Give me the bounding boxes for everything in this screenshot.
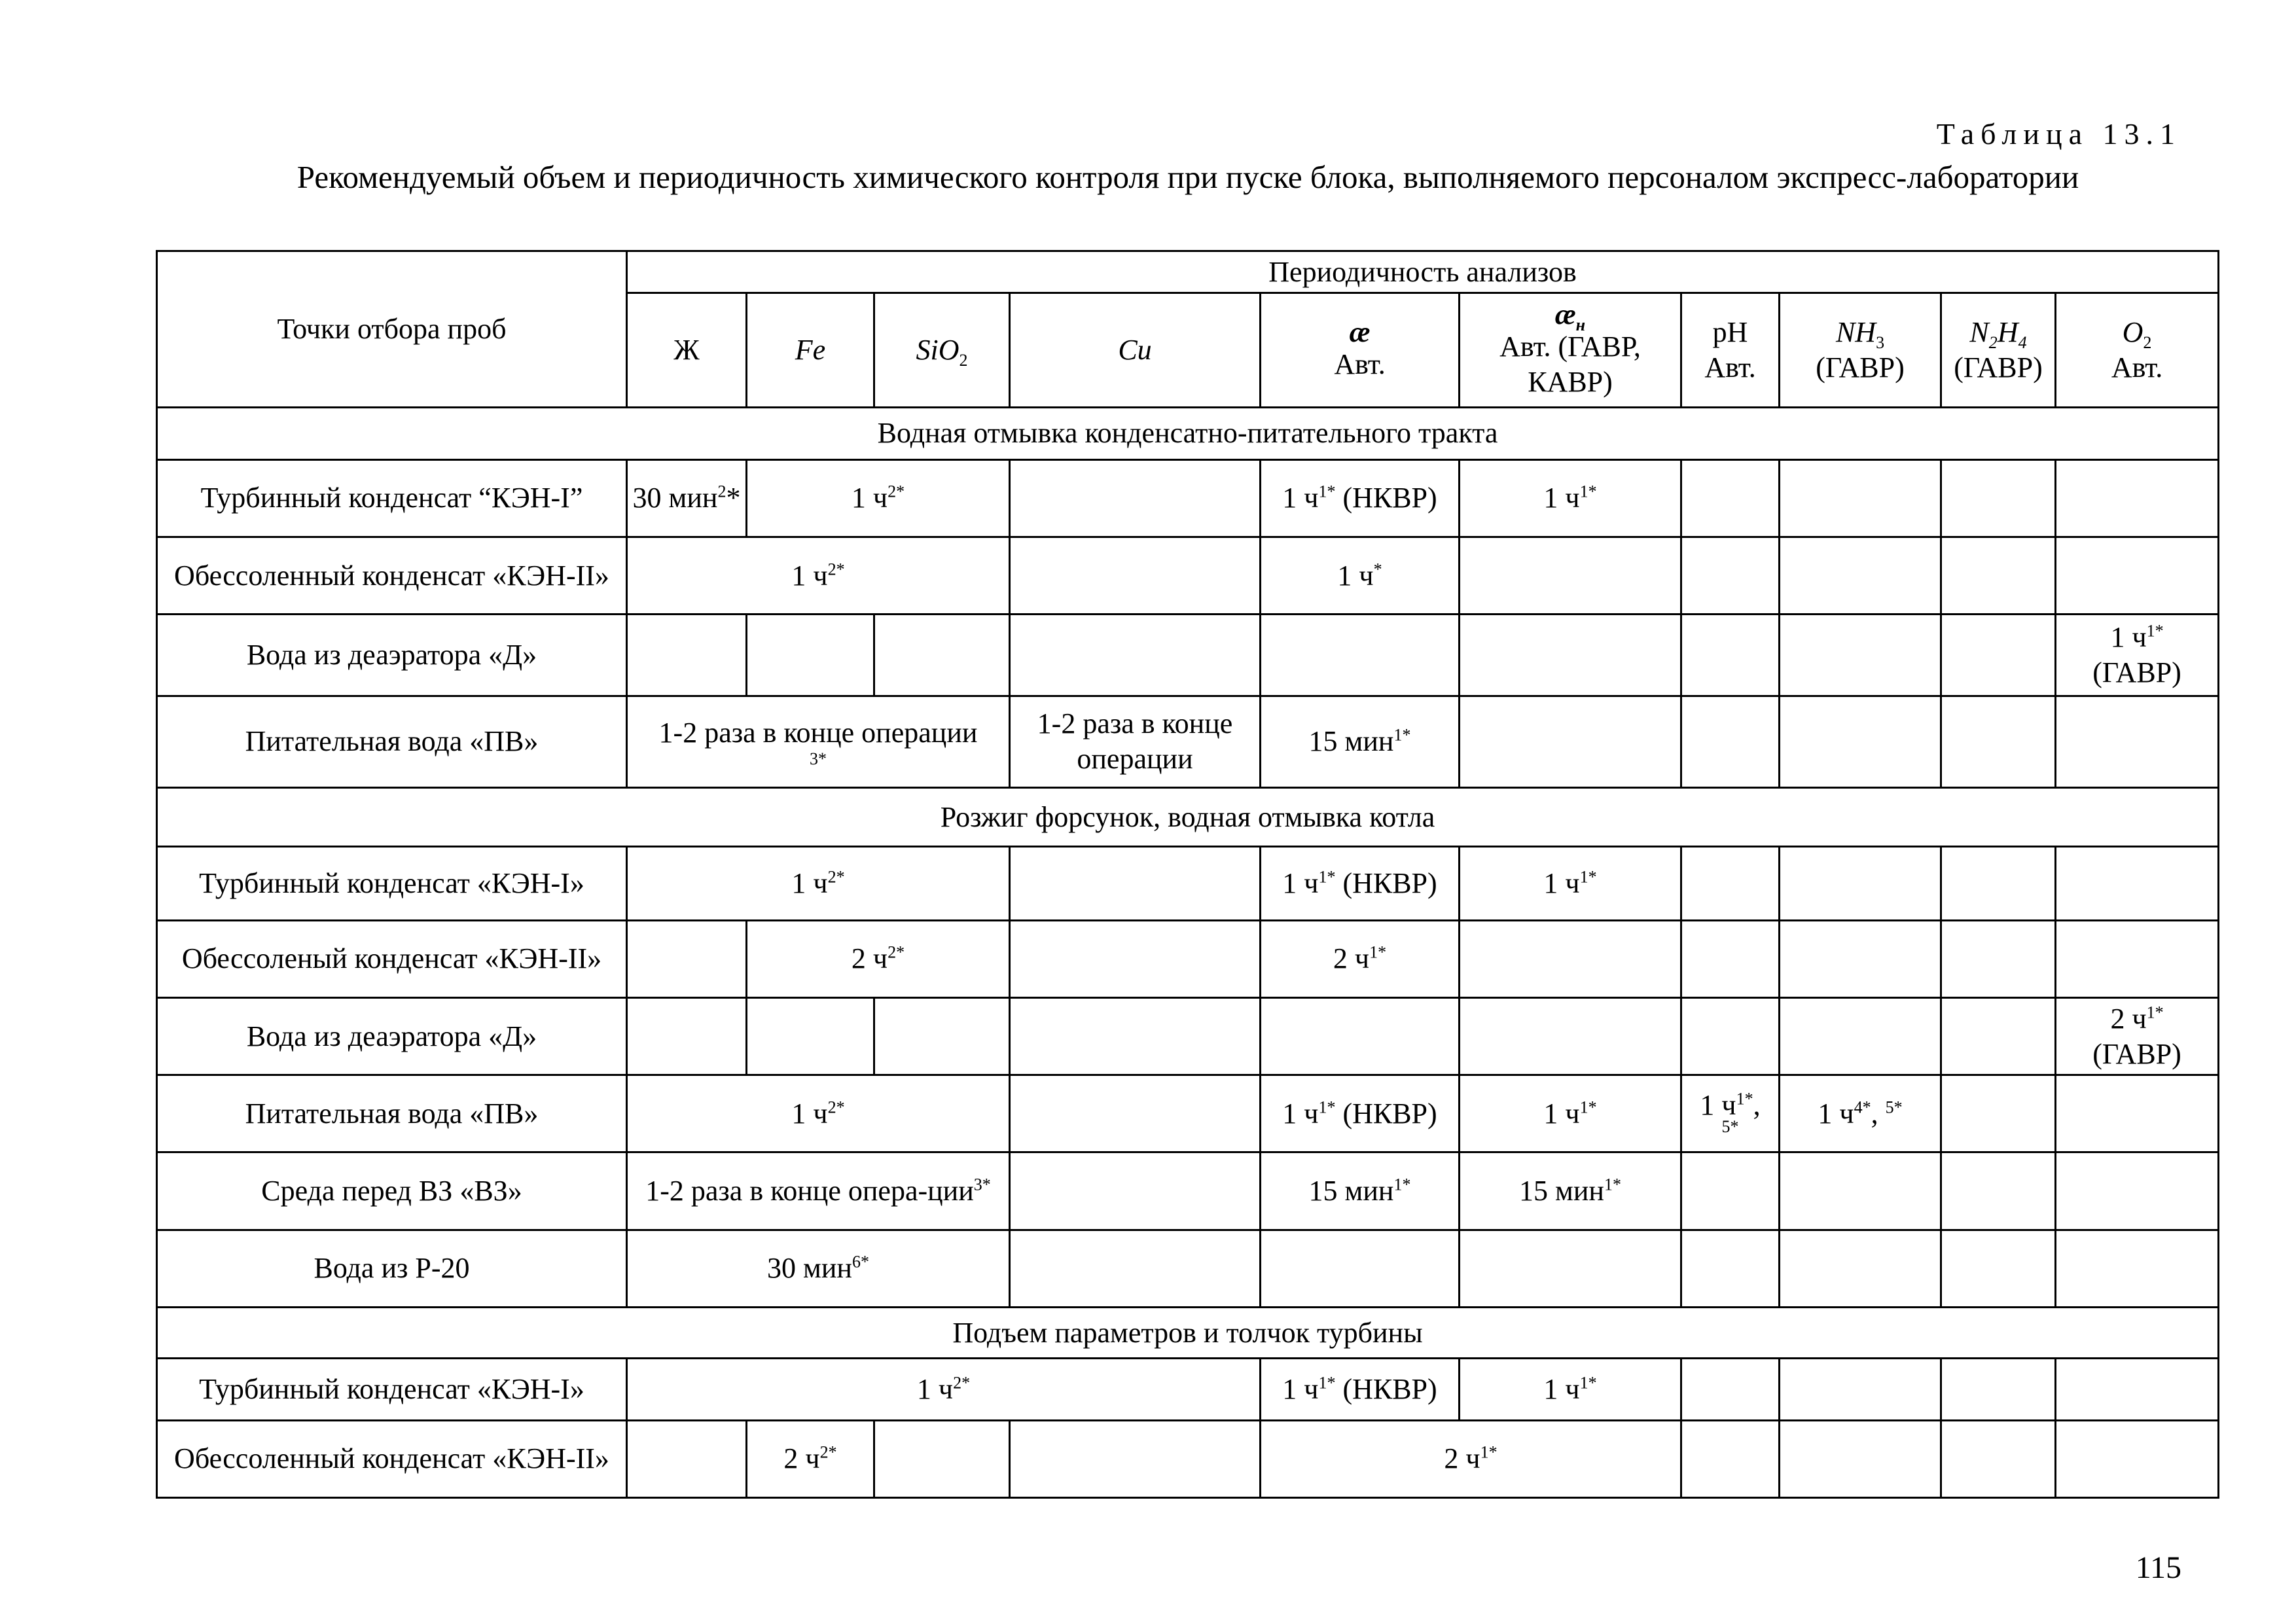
table-label: Таблица 13.1 — [1936, 117, 2181, 151]
footnote-mark: 2 — [717, 482, 726, 501]
cell-kappa-h — [1460, 847, 1681, 920]
cell-value: 1 ч — [791, 559, 828, 592]
cell-value: 1-2 раза в конце операции — [658, 717, 978, 749]
row-name: Турбинный конденсат «КЭН-I» — [157, 847, 627, 920]
cell-fe-sio2 — [747, 920, 1010, 997]
footnote-mark: 1* — [1604, 1175, 1621, 1194]
footnote-mark: 1* — [1579, 1097, 1597, 1117]
footnote-mark: 6* — [852, 1252, 869, 1272]
cell-value: 1 ч — [1700, 1088, 1736, 1121]
cell-n2h4 — [1941, 1230, 2056, 1307]
cell-hardness-fe-sio2 — [627, 1075, 1010, 1152]
cell-kappa-h — [1460, 997, 1681, 1075]
chemical-control-table — [156, 250, 2219, 1499]
cell-cu — [1010, 615, 1261, 696]
cell-ph — [1681, 847, 1780, 920]
cell-kappa — [1261, 920, 1460, 997]
header-sampling-points: Точки отбора проб — [157, 251, 627, 408]
cell-hardness-fe-sio2 — [627, 847, 1010, 920]
cell-kappa-h — [1460, 920, 1681, 997]
table-row — [157, 1420, 2219, 1497]
cell-cu: 1-2 раза в конце операции — [1010, 696, 1261, 787]
col-ph-label: pH — [1712, 315, 1748, 348]
cell-ph — [1681, 1075, 1780, 1152]
kappa-symbol: æ — [1349, 315, 1371, 348]
cell-value: 15 мин — [1519, 1175, 1604, 1207]
cell-qualifier: (ГАВР) — [2092, 1037, 2181, 1070]
cell-kappa-h — [1460, 1075, 1681, 1152]
col-nh3-label: NH — [1835, 315, 1876, 348]
cell-hardness — [627, 459, 747, 537]
cell-nh3 — [1780, 1152, 1941, 1230]
cell-n2h4 — [1941, 1359, 2056, 1420]
cell-hardness-fe-sio2 — [627, 537, 1010, 615]
cell-value: 1 ч — [791, 1097, 828, 1130]
row-name: Турбинный конденсат «КЭН-I» — [157, 1359, 627, 1420]
cell-n2h4 — [1941, 1075, 2056, 1152]
cell-nh3 — [1780, 696, 1941, 787]
footnote-mark: 2* — [819, 1442, 837, 1462]
col-nh3-index: 3 — [1876, 332, 1885, 352]
col-o2-label: O — [2122, 315, 2144, 348]
footnote-mark: 1* — [1369, 942, 1387, 962]
footnote-mark: 2* — [888, 482, 905, 501]
row-name: Вода из деаэратора «Д» — [157, 997, 627, 1075]
cell-ph — [1681, 1152, 1780, 1230]
table-row — [157, 920, 2219, 997]
col-ph — [1681, 293, 1780, 407]
page-number: 115 — [2135, 1550, 2181, 1585]
cell-o2 — [2056, 1359, 2219, 1420]
footnote-mark: 1* — [1579, 1373, 1597, 1393]
cell-kappa-h — [1460, 1152, 1681, 1230]
col-sio2 — [874, 293, 1010, 407]
cell-o2 — [2056, 459, 2219, 537]
cell-cu — [1010, 1152, 1261, 1230]
cell-kappa-h — [1460, 459, 1681, 537]
col-n2h4-index2: 4 — [2018, 332, 2027, 352]
cell-cu — [1010, 1420, 1261, 1497]
row-name: Среда перед ВЗ «ВЗ» — [157, 1152, 627, 1230]
table-row — [157, 1359, 2219, 1420]
row-name: Обессоленный конденсат «КЭН-II» — [157, 1420, 627, 1497]
cell-value: 1 ч — [1282, 482, 1319, 514]
cell-value: 15 мин — [1308, 1175, 1394, 1207]
cell-value: 1 ч — [1543, 866, 1580, 899]
cell-nh3 — [1780, 1420, 1941, 1497]
col-n2h4-n: N — [1969, 315, 1989, 348]
cell-nh3 — [1780, 847, 1941, 920]
cell-o2 — [2056, 615, 2219, 696]
cell-cu — [1010, 920, 1261, 997]
kappa-h-index: н — [1575, 315, 1586, 334]
section-title: Розжиг форсунок, водная отмывка котла — [157, 788, 2219, 847]
footnote-mark: 3* — [810, 749, 827, 769]
col-ph-note: Авт. — [1704, 351, 1756, 383]
cell-nh3 — [1780, 615, 1941, 696]
cell-o2 — [2056, 1075, 2219, 1152]
footnote-mark: 1* — [1480, 1442, 1498, 1462]
cell-nh3 — [1780, 459, 1941, 537]
col-cu: Cu — [1010, 293, 1261, 407]
cell-cu — [1010, 459, 1261, 537]
cell-qualifier: (НКВР) — [1335, 482, 1437, 514]
cell-n2h4 — [1941, 920, 2056, 997]
cell-kappa-h — [1460, 615, 1681, 696]
cell-kappa — [1261, 1075, 1460, 1152]
cell-kappa-h — [1460, 1359, 1681, 1420]
cell-n2h4 — [1941, 1420, 2056, 1497]
col-kappa-h — [1460, 293, 1681, 407]
cell-value: 1 ч — [851, 482, 888, 514]
footnote-mark: 1* — [1318, 1373, 1336, 1393]
section-row — [157, 788, 2219, 847]
cell-value: 2 ч — [851, 942, 888, 975]
cell-nh3 — [1780, 1230, 1941, 1307]
cell-value: 30 мин — [767, 1252, 852, 1285]
table-row — [157, 1230, 2219, 1307]
cell-kappa — [1261, 696, 1460, 787]
cell-value: 30 мин — [632, 482, 718, 514]
table-row — [157, 615, 2219, 696]
cell-fe — [747, 1420, 874, 1497]
cell-hardness-to-cu — [627, 1359, 1261, 1420]
cell-n2h4 — [1941, 537, 2056, 615]
footnote-mark: 4* — [1854, 1097, 1871, 1117]
col-nh3-note: (ГАВР) — [1816, 351, 1905, 383]
cell-qualifier: (НКВР) — [1335, 1097, 1437, 1130]
footnote-mark: 1* — [1579, 867, 1597, 887]
col-n2h4-index1: 2 — [1988, 332, 1998, 352]
cell-ph — [1681, 537, 1780, 615]
cell-n2h4 — [1941, 615, 2056, 696]
cell-ph — [1681, 459, 1780, 537]
table-row — [157, 847, 2219, 920]
row-name: Обессоленый конденсат «КЭН-II» — [157, 920, 627, 997]
cell-n2h4 — [1941, 847, 2056, 920]
cell-value: 1 ч — [2110, 621, 2147, 654]
footnote-mark: 5* — [1885, 1097, 1903, 1117]
cell-hardness — [627, 615, 747, 696]
cell-o2 — [2056, 920, 2219, 997]
cell-value: 2 ч — [783, 1442, 820, 1475]
table-row — [157, 696, 2219, 787]
row-name: Вода из деаэратора «Д» — [157, 615, 627, 696]
cell-qualifier: (ГАВР) — [2092, 656, 2181, 689]
cell-nh3 — [1780, 920, 1941, 997]
cell-value: 1 ч — [1543, 1372, 1580, 1405]
footnote-mark: * — [1373, 560, 1382, 579]
footnote-mark: 1* — [2146, 1002, 2164, 1022]
cell-value: 1 ч — [1818, 1097, 1854, 1130]
cell-nh3 — [1780, 1075, 1941, 1152]
col-kappa — [1261, 293, 1460, 407]
cell-n2h4 — [1941, 696, 2056, 787]
cell-hardness — [627, 1420, 747, 1497]
cell-nh3 — [1780, 997, 1941, 1075]
cell-sio2 — [874, 997, 1010, 1075]
section-title: Водная отмывка конденсатно-питательного тракта — [157, 407, 2219, 459]
cell-kappa — [1261, 1152, 1460, 1230]
cell-o2 — [2056, 1420, 2219, 1497]
cell-o2 — [2056, 696, 2219, 787]
row-name: Турбинный конденсат “КЭН-I” — [157, 459, 627, 537]
cell-value: 1 ч — [1337, 559, 1374, 592]
kappa-h-symbol — [1464, 298, 1676, 334]
footnote-mark: 1* — [1736, 1089, 1753, 1109]
footnote-mark: 2* — [827, 867, 845, 887]
cell-o2 — [2056, 537, 2219, 615]
cell-kappa — [1261, 997, 1460, 1075]
cell-hardness — [627, 920, 747, 997]
footnote-mark: 2* — [827, 1097, 845, 1117]
row-name: Питательная вода «ПВ» — [157, 696, 627, 787]
cell-value: 1 ч — [1543, 482, 1580, 514]
section-title: Подъем параметров и толчок турбины — [157, 1308, 2219, 1359]
col-n2h4-note: (ГАВР) — [1954, 351, 2043, 383]
footnote-mark: 3* — [973, 1175, 991, 1194]
cell-value: 1-2 раза в конце опера-ции — [645, 1175, 974, 1207]
cell-kappa — [1261, 459, 1460, 537]
footnote-mark: 1* — [1318, 867, 1336, 887]
cell-o2 — [2056, 1230, 2219, 1307]
col-n2h4-h: H — [1997, 315, 2018, 348]
col-o2 — [2056, 293, 2219, 407]
footnote-mark: 1* — [1579, 482, 1597, 501]
col-o2-note: Авт. — [2111, 351, 2163, 383]
table-row — [157, 1152, 2219, 1230]
table-row — [157, 537, 2219, 615]
cell-cu — [1010, 847, 1261, 920]
cell-cu — [1010, 537, 1261, 615]
kappa-h-letter: æ — [1554, 298, 1576, 330]
cell-ph — [1681, 920, 1780, 997]
separator: , — [1753, 1088, 1761, 1121]
cell-n2h4 — [1941, 997, 2056, 1075]
cell-kappa — [1261, 847, 1460, 920]
cell-ph — [1681, 1230, 1780, 1307]
cell-cu — [1010, 997, 1261, 1075]
cell-ph — [1681, 696, 1780, 787]
cell-kappa — [1261, 537, 1460, 615]
cell-n2h4 — [1941, 459, 2056, 537]
footnote-mark: 2* — [953, 1373, 971, 1393]
cell-hardness-fe-sio2 — [627, 1152, 1010, 1230]
cell-o2 — [2056, 847, 2219, 920]
table-row — [157, 1075, 2219, 1152]
cell-qualifier: (НКВР) — [1335, 866, 1437, 899]
col-kappa-h-note: Авт. (ГАВР, КАВР) — [1499, 330, 1641, 398]
cell-value: 2 ч — [2110, 1002, 2147, 1035]
cell-fe — [747, 997, 874, 1075]
cell-kappa — [1261, 615, 1460, 696]
col-nh3 — [1780, 293, 1941, 407]
col-o2-index: 2 — [2143, 332, 2152, 352]
row-name: Обессоленный конденсат «КЭН-II» — [157, 537, 627, 615]
cell-value: 15 мин — [1308, 725, 1394, 758]
footnote-mark: 1* — [1318, 482, 1336, 501]
cell-hardness-fe-sio2 — [627, 1230, 1010, 1307]
cell-o2 — [2056, 1152, 2219, 1230]
cell-ph — [1681, 997, 1780, 1075]
cell-value: 1 ч — [1282, 1097, 1319, 1130]
col-sio2-index: 2 — [959, 350, 968, 370]
row-name: Питательная вода «ПВ» — [157, 1075, 627, 1152]
col-kappa-note: Авт. — [1334, 348, 1386, 380]
cell-kappa-merged — [1261, 1420, 1681, 1497]
cell-value: 1 ч — [1543, 1097, 1580, 1130]
row-name: Вода из Р-20 — [157, 1230, 627, 1307]
cell-qualifier: (НКВР) — [1335, 1372, 1437, 1405]
cell-ph — [1681, 1420, 1780, 1497]
cell-cu — [1010, 1075, 1261, 1152]
cell-value: 1 ч — [916, 1372, 954, 1405]
cell-sio2 — [874, 615, 1010, 696]
cell-ph — [1681, 1359, 1780, 1420]
cell-nh3 — [1780, 537, 1941, 615]
cell-kappa — [1261, 1359, 1460, 1420]
section-row — [157, 407, 2219, 459]
footnote-mark: 1* — [1318, 1097, 1336, 1117]
section-row — [157, 1308, 2219, 1359]
cell-n2h4 — [1941, 1152, 2056, 1230]
cell-value: 1 ч — [1282, 866, 1319, 899]
cell-nh3 — [1780, 1359, 1941, 1420]
header-row-1 — [157, 251, 2219, 293]
col-fe: Fe — [747, 293, 874, 407]
cell-kappa — [1261, 1230, 1460, 1307]
table-row — [157, 997, 2219, 1075]
cell-o2 — [2056, 997, 2219, 1075]
cell-kappa-h — [1460, 1230, 1681, 1307]
cell-ph — [1681, 615, 1780, 696]
cell-fe — [747, 615, 874, 696]
col-n2h4 — [1941, 293, 2056, 407]
table-row — [157, 459, 2219, 537]
footnote-mark: 1* — [2146, 621, 2164, 641]
cell-fe-sio2 — [747, 459, 1010, 537]
table-title: Рекомендуемый объем и периодичность химического контроля при пуске блока, выполняемого персоналом экспресс-лаборатории — [296, 159, 2079, 195]
cell-kappa-h — [1460, 537, 1681, 615]
cell-value: 2 ч — [1444, 1442, 1480, 1475]
header-periodicity: Периодичность анализов — [627, 251, 2219, 293]
cell-sio2 — [874, 1420, 1010, 1497]
cell-kappa-h — [1460, 696, 1681, 787]
footnote-star: * — [726, 482, 741, 514]
cell-value: 1 ч — [791, 866, 828, 899]
cell-value: 2 ч — [1333, 942, 1370, 975]
cell-hardness-fe-sio2 — [627, 696, 1010, 787]
footnote-mark: 5* — [1721, 1116, 1739, 1136]
cell-value: 1 ч — [1282, 1372, 1319, 1405]
cell-cu — [1010, 1230, 1261, 1307]
col-sio2-label: SiO — [916, 333, 960, 366]
footnote-mark: 2* — [827, 560, 845, 579]
footnote-mark: 1* — [1393, 1175, 1411, 1194]
footnote-mark: 2* — [888, 942, 905, 962]
footnote-mark: 1* — [1393, 725, 1411, 745]
separator: , — [1871, 1097, 1886, 1130]
cell-hardness — [627, 997, 747, 1075]
col-hardness: Ж — [627, 293, 747, 407]
